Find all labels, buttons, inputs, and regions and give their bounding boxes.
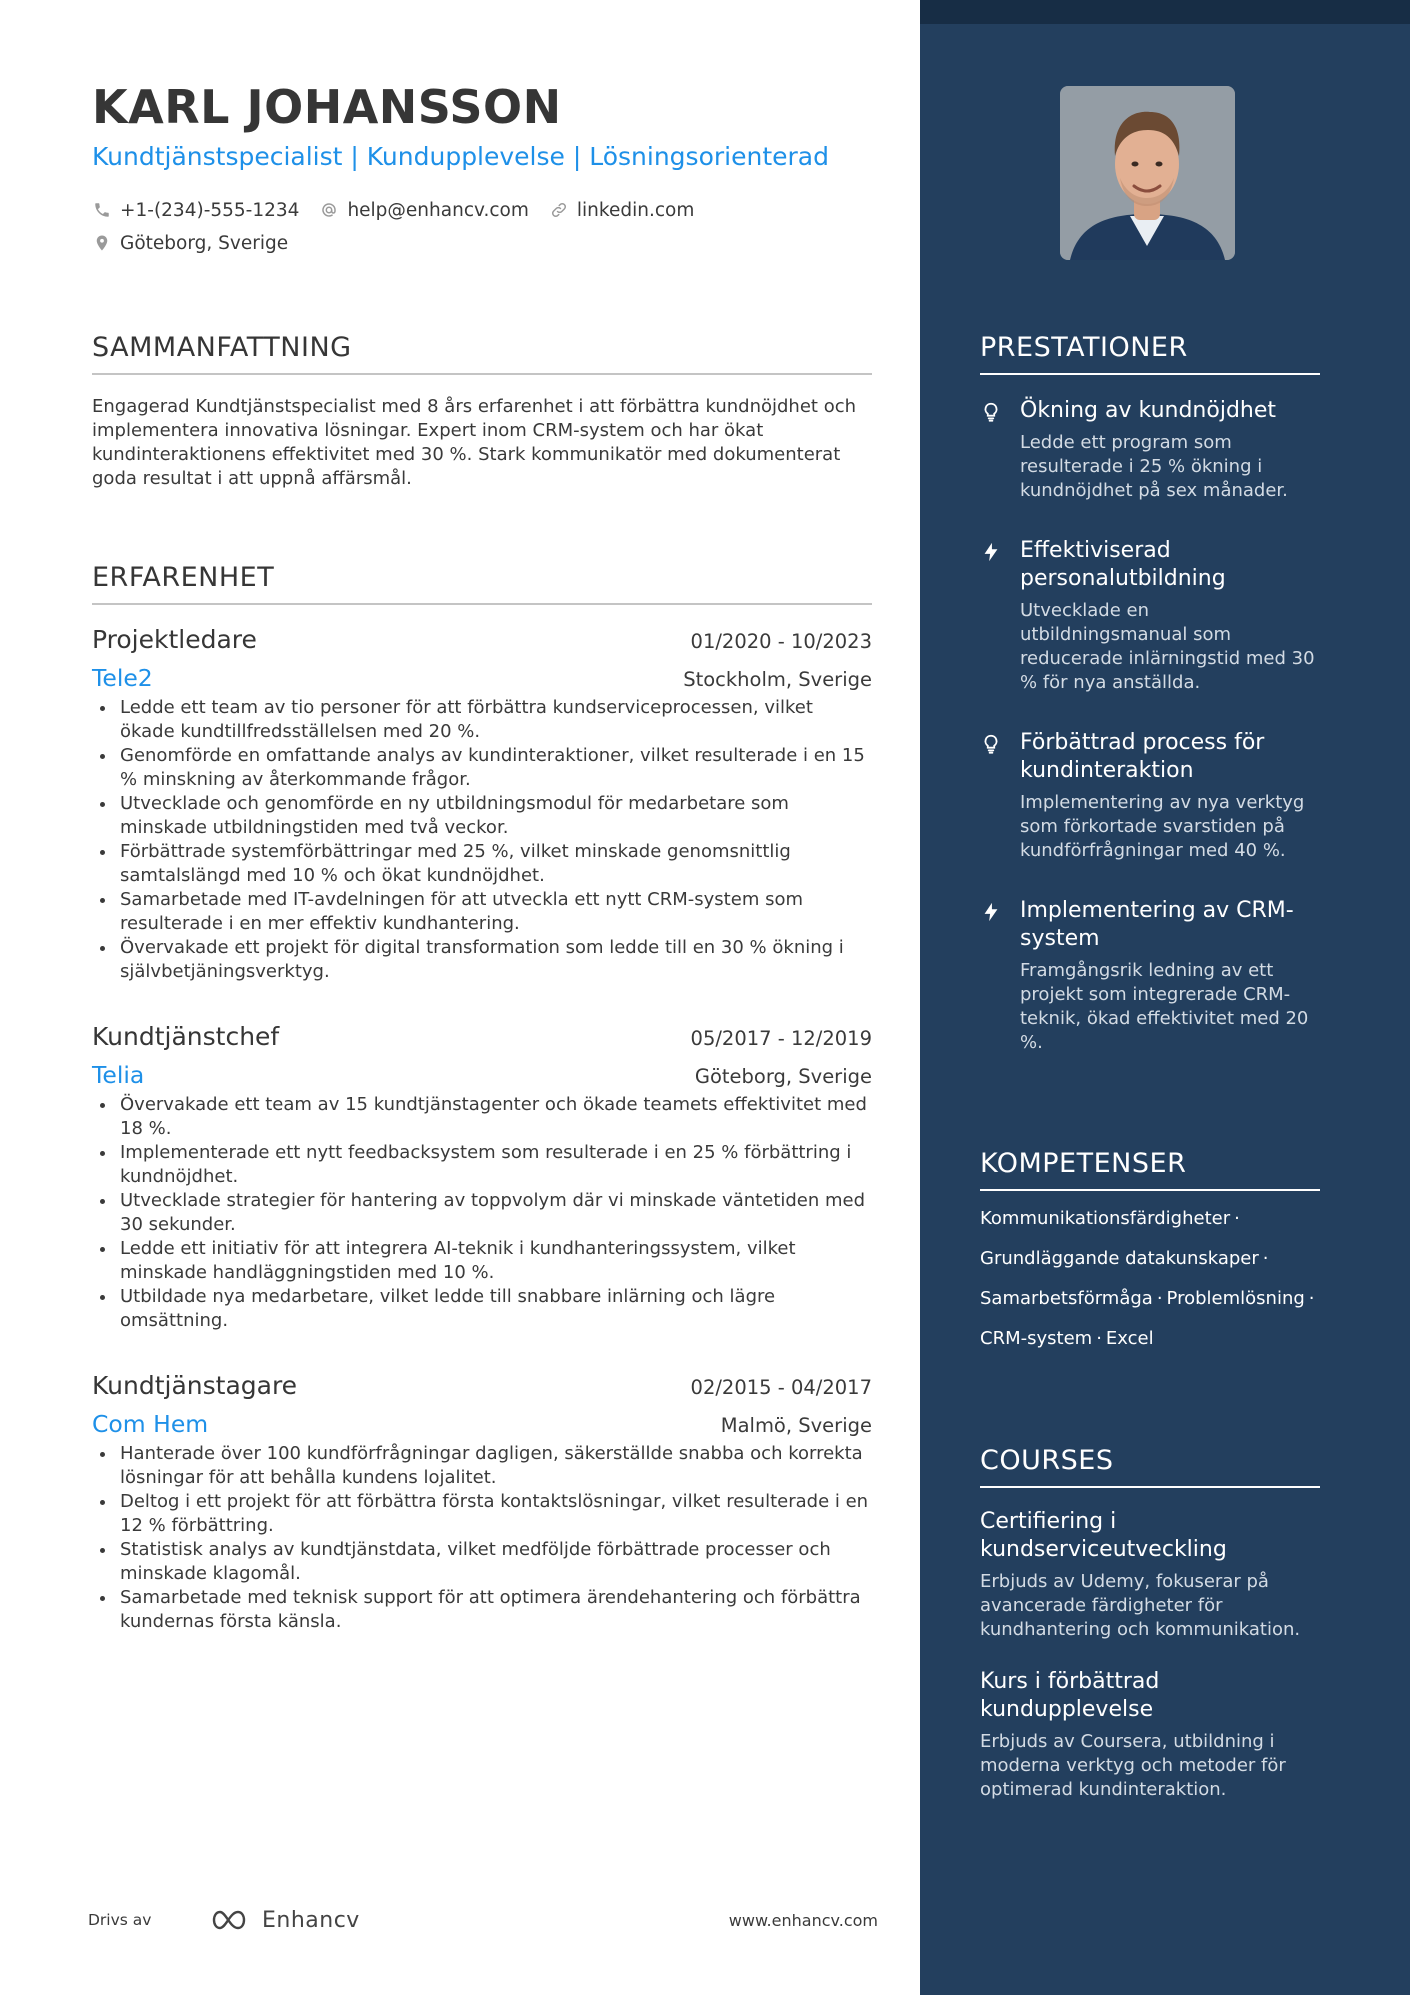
lightning-icon: [980, 537, 1020, 695]
job-location: Stockholm, Sverige: [683, 668, 872, 691]
achievement-desc: Implementering av nya verktyg som förkortade svarstiden på kundförfrågningar med 40 %.: [1020, 792, 1305, 861]
contact-info: [92, 197, 872, 263]
job-dates: 02/2015 - 04/2017: [690, 1376, 872, 1399]
job-bullets: [92, 1442, 872, 1634]
bullet-item: Samarbetade med IT-avdelningen för att utveckla ett nytt CRM-system som resulterade i en mer effektiv kundhantering.: [92, 888, 872, 936]
skill-item: Samarbetsförmåga: [980, 1288, 1153, 1309]
linkedin-text: linkedin.com: [576, 199, 695, 221]
skill-separator: ·: [1156, 1288, 1163, 1309]
bullet-item: Ledde ett team av tio personer för att förbättra kundserviceprocessen, vilket ökade kundtillfredsställelsen med 20 %.: [92, 696, 872, 744]
job-company: Com Hem: [92, 1410, 209, 1438]
bullet-item: Deltog i ett projekt för att förbättra första kontaktslösningar, vilket resulterade i en 12 % förbättring.: [92, 1490, 872, 1538]
email-text: help@enhancv.com: [347, 199, 529, 221]
contact-phone[interactable]: [92, 200, 299, 221]
job-bullets: [92, 696, 872, 984]
footer: [88, 1900, 878, 1940]
bullet-item: Utbildade nya medarbetare, vilket ledde till snabbare inlärning och lägre omsättning.: [92, 1285, 872, 1333]
contact-email[interactable]: [319, 200, 528, 221]
course-desc: Erbjuds av Coursera, utbildning i moderna verktyg och metoder för optimerad kundinteraktion.: [980, 1731, 1286, 1800]
skill-item: Kommunikationsfärdigheter: [980, 1208, 1231, 1229]
skill-separator: ·: [1262, 1248, 1269, 1269]
skill-line: [980, 1287, 1360, 1311]
bullet-item: Övervakade ett team av 15 kundtjänstagenter och ökade teamets effektivitet med 18 %.: [92, 1093, 872, 1141]
achievement-desc: Framgångsrik ledning av ett projekt som integrerade CRM-teknik, ökad effektivitet med 20 %.: [1020, 960, 1309, 1053]
achievement-title: Förbättrad process för kundinteraktion: [1020, 730, 1265, 783]
section-title: SAMMANFATTNING: [92, 332, 872, 375]
location-pin-icon: [92, 233, 112, 253]
lightbulb-icon: [980, 729, 1020, 863]
at-icon: [319, 200, 339, 220]
skill-item: CRM-system: [980, 1328, 1093, 1349]
bullet-item: Samarbetade med teknisk support för att optimera ärendehantering och förbättra kundernas första känsla.: [92, 1586, 872, 1634]
job-dates: 01/2020 - 10/2023: [690, 630, 872, 653]
achievements-section: [980, 332, 1320, 1055]
candidate-name: KARL JOHANSSON: [92, 80, 562, 134]
skill-item: Problemlösning: [1166, 1288, 1305, 1309]
candidate-tagline: Kundtjänstspecialist | Kundupplevelse | Lösningsorienterad: [92, 142, 829, 171]
lightning-icon: [980, 897, 1020, 1055]
achievement-desc: Ledde ett program som resulterade i 25 % ökning i kundnöjdhet på sex månader.: [1020, 432, 1288, 501]
achievement-desc: Utvecklade en utbildningsmanual som reducerade inlärningstid med 30 % för nya anställda.: [1020, 600, 1315, 693]
section-title: PRESTATIONER: [980, 332, 1320, 375]
phone-text: +1-(234)-555-1234: [120, 199, 300, 221]
phone-icon: [92, 200, 112, 220]
bullet-item: Förbättrade systemförbättringar med 25 %, vilket minskade genomsnittlig samtalslängd med 10 % och ökat kundnöjdhet.: [92, 840, 872, 888]
skill-separator: ·: [1234, 1208, 1240, 1229]
achievement-item: [980, 897, 1320, 1055]
job-company: Telia: [92, 1061, 145, 1089]
course-item: [980, 1668, 1320, 1802]
achievement-item: [980, 729, 1320, 863]
job-location: Göteborg, Sverige: [694, 1065, 872, 1088]
skills-section: [980, 1148, 1360, 1351]
job-bullets: [92, 1093, 872, 1333]
bullet-item: Statistisk analys av kundtjänstdata, vilket medföljde förbättrade processer och minskade klagomål.: [92, 1538, 872, 1586]
section-title: ERFARENHET: [92, 562, 872, 605]
bullet-item: Utvecklade strategier för hantering av toppvolym där vi minskade väntetiden med 30 sekunder.: [92, 1189, 872, 1237]
achievement-title: Ökning av kundnöjdhet: [1020, 398, 1277, 423]
course-title: Certifiering i kundserviceutveckling: [980, 1509, 1227, 1562]
achievement-title: Implementering av CRM-system: [1020, 898, 1294, 951]
course-title: Kurs i förbättrad kundupplevelse: [980, 1669, 1160, 1722]
sidebar-top-band: [920, 0, 1410, 24]
bullet-item: Implementerade ett nytt feedbacksystem som resulterade i en 25 % förbättring i kundnöjdhet.: [92, 1141, 872, 1189]
skill-separator: ·: [1096, 1328, 1102, 1349]
job-title: Kundtjänstagare: [92, 1371, 298, 1400]
link-icon: [549, 200, 569, 220]
brand-logo[interactable]: [208, 1908, 360, 1933]
skill-item: Grundläggande datakunskaper: [980, 1248, 1259, 1269]
lightbulb-icon: [980, 397, 1020, 503]
section-title: KOMPETENSER: [980, 1148, 1320, 1191]
job-title: Projektledare: [92, 625, 257, 654]
bullet-item: Ledde ett initiativ för att integrera AI-teknik i kundhanteringssystem, vilket minskade handläggningstiden med 10 %.: [92, 1237, 872, 1285]
achievement-item: [980, 537, 1320, 695]
job-dates: 05/2017 - 12/2019: [690, 1027, 872, 1050]
skill-separator: ·: [1308, 1288, 1315, 1309]
summary-section: [92, 332, 872, 491]
enhancv-logo-icon: [208, 1908, 256, 1932]
skill-line: [980, 1247, 1360, 1271]
achievement-title: Effektiviserad personalutbildning: [1020, 538, 1226, 591]
job-company: Tele2: [92, 664, 153, 692]
bullet-item: Övervakade ett projekt för digital transformation som ledde till en 30 % ökning i självbetjäningsverktyg.: [92, 936, 872, 984]
powered-by-label: Drivs av: [88, 1911, 152, 1929]
course-item: [980, 1508, 1320, 1642]
job-location: Malmö, Sverige: [720, 1414, 872, 1437]
skill-line: [980, 1207, 1360, 1231]
location-text: Göteborg, Sverige: [120, 232, 289, 254]
job-entry: [92, 1022, 872, 1333]
course-desc: Erbjuds av Udemy, fokuserar på avancerade färdigheter för kundhantering och kommunikation.: [980, 1571, 1301, 1640]
job-entry: [92, 625, 872, 984]
contact-linkedin[interactable]: [549, 200, 694, 221]
skill-line: [980, 1327, 1360, 1351]
job-title: Kundtjänstchef: [92, 1022, 280, 1051]
bullet-item: Genomförde en omfattande analys av kundinteraktioner, vilket resulterade i en 15 % minskning av återkommande frågor.: [92, 744, 872, 792]
contact-location: [92, 233, 288, 254]
bullet-item: Utvecklade och genomförde en ny utbildningsmodul för medarbetare som minskade utbildningstiden med två veckor.: [92, 792, 872, 840]
sidebar: [920, 0, 1410, 1995]
skill-item: Excel: [1105, 1328, 1154, 1349]
achievement-item: [980, 397, 1320, 503]
job-entry: [92, 1371, 872, 1634]
section-title: COURSES: [980, 1445, 1320, 1488]
profile-photo: [1060, 86, 1235, 260]
website-link[interactable]: www.enhancv.com: [728, 1910, 878, 1930]
courses-section: [980, 1445, 1320, 1802]
experience-section: [92, 562, 872, 1634]
bullet-item: Hanterade över 100 kundförfrågningar dagligen, säkerställde snabba och korrekta lösningar för att behålla kundens lojalitet.: [92, 1442, 872, 1490]
summary-text: Engagerad Kundtjänstspecialist med 8 års erfarenhet i att förbättra kundnöjdhet och implementera innovativa lösningar. Expert inom CRM-system och har ökat kundinteraktionens effektivitet med 30 %. Stark kommunikatör med dokumenterat goda resultat i att uppnå affärsmål.: [92, 396, 857, 489]
brand-name: Enhancv: [262, 1907, 360, 1933]
